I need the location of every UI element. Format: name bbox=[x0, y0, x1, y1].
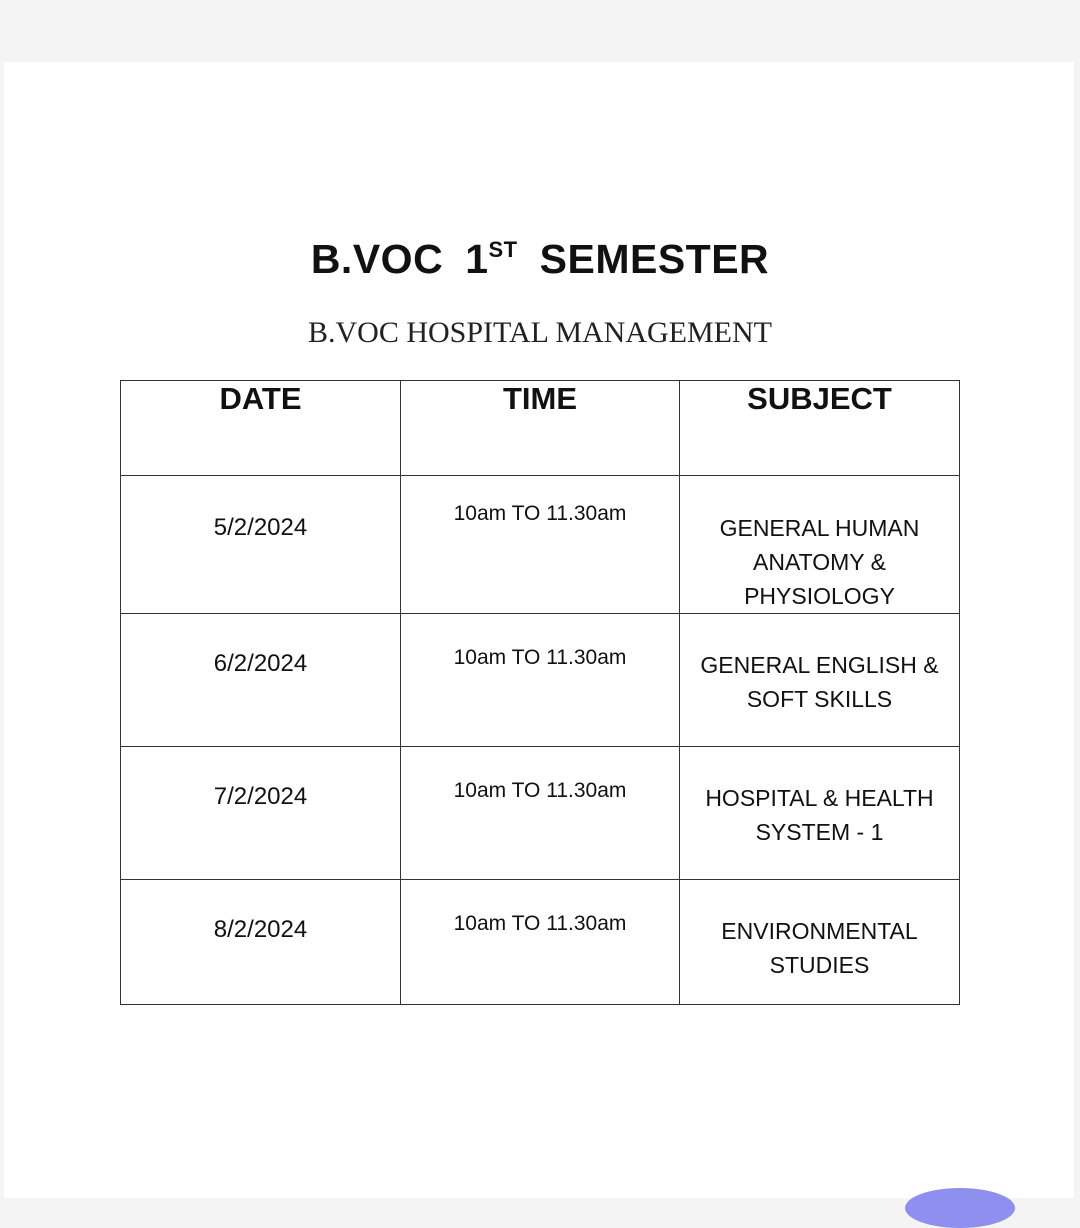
date-cell: 6/2/2024 bbox=[121, 614, 401, 747]
table-row bbox=[121, 880, 960, 1005]
time-cell: 10am TO 11.30am bbox=[401, 880, 680, 1005]
header-date: DATE bbox=[121, 381, 401, 476]
title-ordinal-suffix: ST bbox=[488, 237, 518, 262]
table-row bbox=[121, 476, 960, 614]
title-number: 1 bbox=[465, 236, 489, 282]
exam-schedule-table bbox=[120, 380, 960, 1005]
header-time: TIME bbox=[401, 381, 680, 476]
floating-action-button-edge[interactable] bbox=[905, 1188, 1015, 1228]
header-subject: SUBJECT bbox=[680, 381, 960, 476]
subject-cell: ENVIRONMENTAL STUDIES bbox=[680, 880, 960, 1005]
title-word: SEMESTER bbox=[539, 236, 770, 282]
page-title bbox=[0, 236, 1080, 283]
title-prefix: B.VOC bbox=[310, 236, 444, 282]
subject-cell: GENERAL HUMAN ANATOMY & PHYSIOLOGY bbox=[680, 476, 960, 614]
time-cell: 10am TO 11.30am bbox=[401, 476, 680, 614]
table-row bbox=[121, 614, 960, 747]
date-cell: 5/2/2024 bbox=[121, 476, 401, 614]
table-header-row bbox=[121, 381, 960, 476]
table-row bbox=[121, 747, 960, 880]
subject-cell: GENERAL ENGLISH & SOFT SKILLS bbox=[680, 614, 960, 747]
subject-cell: HOSPITAL & HEALTH SYSTEM - 1 bbox=[680, 747, 960, 880]
time-cell: 10am TO 11.30am bbox=[401, 747, 680, 880]
page-subtitle: B.VOC HOSPITAL MANAGEMENT bbox=[308, 316, 772, 349]
date-cell: 7/2/2024 bbox=[121, 747, 401, 880]
date-cell: 8/2/2024 bbox=[121, 880, 401, 1005]
time-cell: 10am TO 11.30am bbox=[401, 614, 680, 747]
